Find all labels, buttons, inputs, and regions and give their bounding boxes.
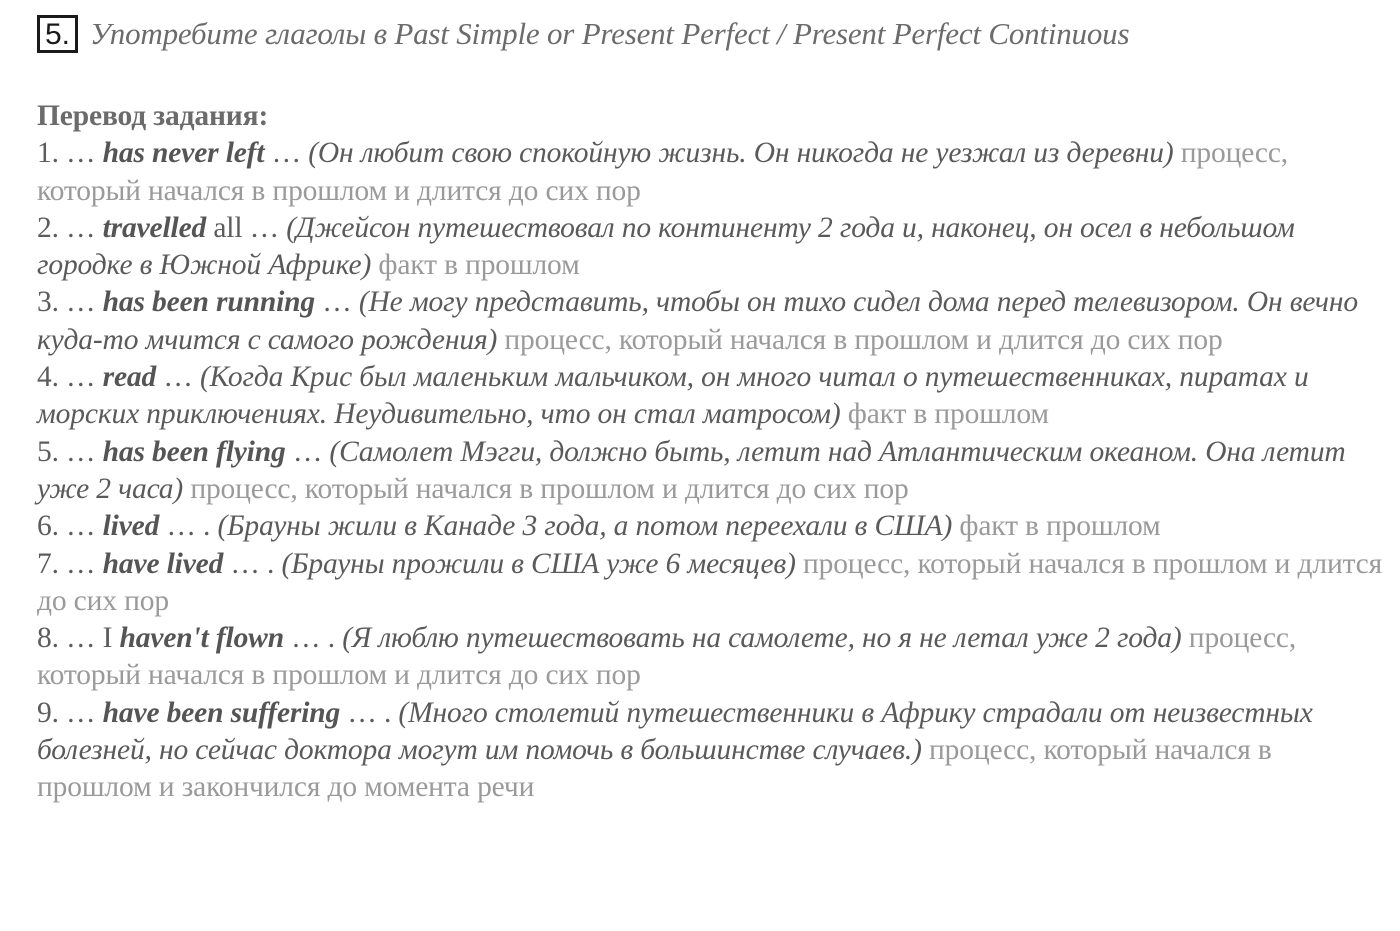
item-number: 1.	[37, 137, 59, 170]
item-number: 6.	[37, 510, 59, 543]
item-prefix: …	[58, 286, 103, 319]
item-number: 8.	[37, 622, 59, 655]
item-suffix: … .	[223, 547, 282, 580]
item-verb: have been suffering	[102, 696, 341, 729]
item-suffix: …	[315, 286, 359, 319]
item-explanation: факт в прошлом	[840, 398, 1049, 431]
item-prefix: … I	[58, 622, 120, 655]
item-prefix: …	[58, 510, 103, 543]
answer-item	[37, 620, 1387, 695]
task-header	[37, 15, 1129, 53]
item-explanation: процесс, который начался в прошлом и длится до сих пор	[37, 137, 1289, 207]
answer-item	[37, 210, 1387, 285]
answer-item	[37, 546, 1387, 621]
item-prefix: …	[58, 361, 103, 394]
answer-item	[37, 695, 1387, 807]
answer-item	[37, 284, 1387, 359]
item-prefix: …	[58, 137, 103, 170]
item-suffix: … .	[159, 510, 218, 543]
item-explanation: факт в прошлом	[371, 249, 580, 282]
answer-item	[37, 359, 1387, 434]
item-suffix: … .	[340, 696, 399, 729]
answer-content	[37, 98, 1387, 807]
item-explanation: процесс, который начался в прошлом и длится до сих пор	[37, 622, 1297, 692]
item-translation: (Много столетий путешественники в Африку страдали от неизвестных болезней, но сейчас доктора могут им помочь в большинстве случаев.)	[37, 696, 1313, 767]
item-translation: (Когда Крис был маленьким мальчиком, он много читал о путешественниках, пиратах и морских приключениях. Неудивительно, что он стал матросом)	[37, 361, 1309, 431]
answer-item	[37, 434, 1387, 509]
item-number: 3.	[37, 286, 59, 319]
item-number: 5.	[37, 435, 59, 468]
item-number: 9.	[37, 696, 59, 729]
item-translation: (Джейсон путешествовал по континенту 2 года и, наконец, он осел в небольшом городке в Южной Африке)	[37, 211, 1295, 282]
item-translation: (Я люблю путешествовать на самолете, но я не летал уже 2 года)	[342, 622, 1182, 655]
item-number: 7.	[37, 547, 59, 580]
answer-item	[37, 508, 1387, 545]
item-translation: (Брауны прожили в США уже 6 месяцев)	[281, 547, 796, 580]
item-prefix: …	[58, 211, 103, 244]
item-translation: (Брауны жили в Канаде 3 года, а потом переехали в США)	[217, 510, 953, 543]
item-verb: has been flying	[102, 435, 286, 468]
item-translation: (Не могу представить, чтобы он тихо сидел дома перед телевизором. Он вечно куда-то мчится с самого рождения)	[37, 286, 1358, 356]
item-suffix: all …	[206, 211, 287, 244]
item-suffix: …	[264, 137, 309, 170]
item-suffix: …	[285, 435, 330, 468]
item-translation: (Самолет Мэгги, должно быть, летит над Атлантическим океаном. Она летит уже 2 часа)	[37, 435, 1346, 505]
item-verb: has been running	[102, 286, 316, 319]
item-verb: haven't flown	[119, 622, 284, 655]
item-explanation: процесс, который начался в прошлом и длится до сих пор	[497, 323, 1223, 356]
item-verb: have lived	[102, 547, 224, 580]
answer-item	[37, 135, 1387, 210]
item-prefix: …	[58, 435, 103, 468]
item-explanation: процесс, который начался в прошлом и закончился до момента речи	[37, 734, 1272, 804]
item-suffix: …	[156, 361, 200, 394]
item-number: 4.	[37, 361, 59, 394]
item-explanation: процесс, который начался в прошлом и длится до сих пор	[183, 472, 909, 505]
item-verb: travelled	[102, 211, 207, 244]
item-prefix: …	[58, 696, 103, 729]
task-number-box: 5.	[37, 15, 78, 53]
item-prefix: …	[58, 547, 103, 580]
item-translation: (Он любит свою спокойную жизнь. Он никогда не уезжал из деревни)	[308, 137, 1174, 170]
item-number: 2.	[37, 211, 59, 244]
item-verb: read	[102, 361, 157, 394]
item-suffix: … .	[283, 622, 343, 655]
task-title: Употребите глаголы в Past Simple or Present Perfect / Present Perfect Continuous	[90, 16, 1130, 51]
answer-list	[37, 135, 1387, 806]
item-explanation: факт в прошлом	[952, 510, 1161, 543]
item-verb: lived	[102, 510, 160, 543]
item-verb: has never left	[102, 137, 265, 170]
item-explanation: процесс, который начался в прошлом и длится до сих пор	[37, 547, 1383, 617]
translation-heading: Перевод задания:	[37, 100, 269, 132]
